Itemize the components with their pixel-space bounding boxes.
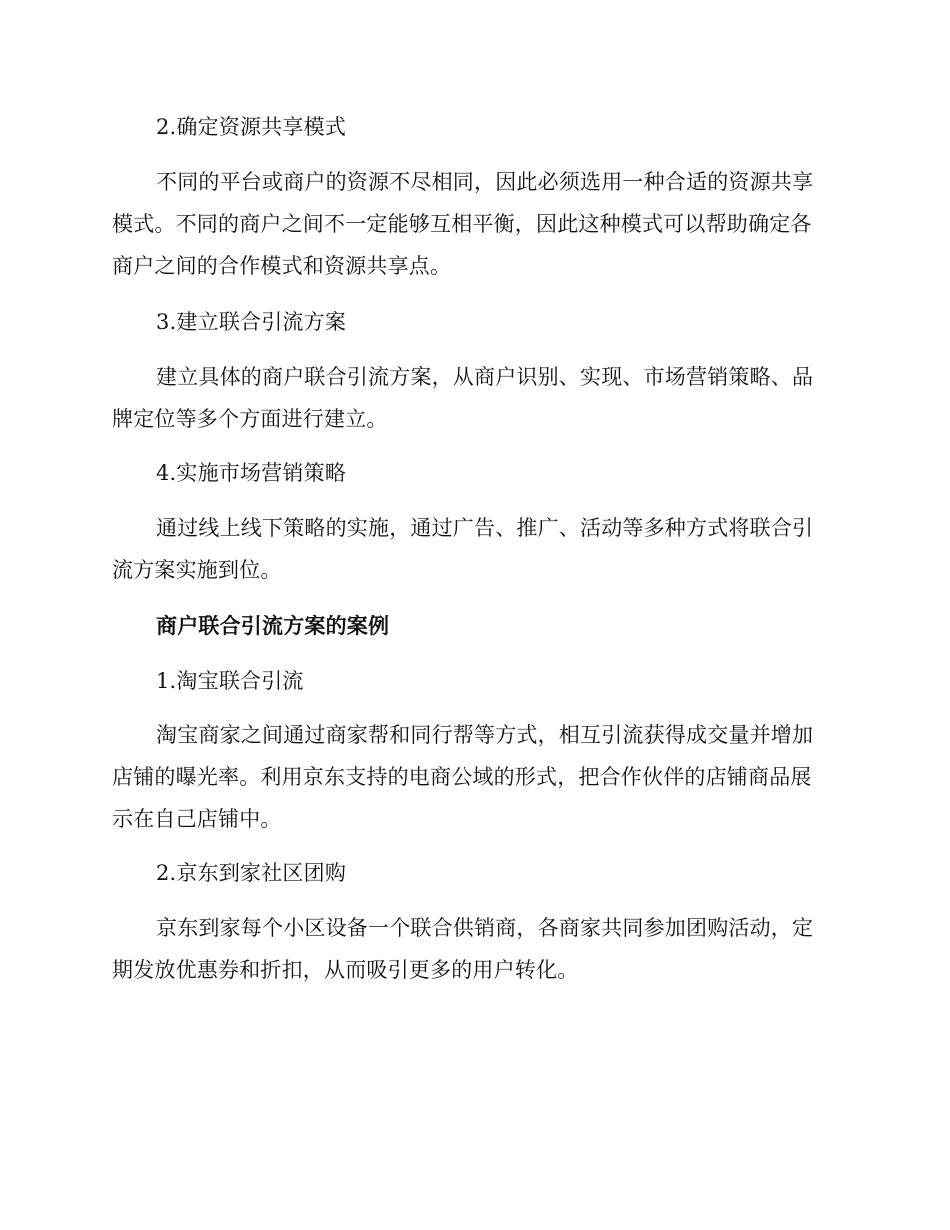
paragraph-line: 店铺的曝光率。利用京东支持的电商公域的形式，把合作伙伴的店铺商品展 [112, 765, 812, 789]
paragraph-line: 示在自己店铺中。 [112, 807, 282, 831]
paragraph-line: 淘宝商家之间通过商家帮和同行帮等方式，相互引流获得成交量并增加 [156, 723, 814, 747]
subheading-taobao: 1.淘宝联合引流 [156, 669, 304, 693]
section-heading-cases: 商户联合引流方案的案例 [156, 613, 390, 638]
paragraph-line: 通过线上线下策略的实施，通过广告、推广、活动等多种方式将联合引 [156, 516, 814, 540]
paragraph-line: 牌定位等多个方面进行建立。 [112, 407, 388, 431]
paragraph-line: 京东到家每个小区设备一个联合供销商，各商家共同参加团购活动，定 [156, 916, 814, 940]
paragraph-line: 期发放优惠券和折扣，从而吸引更多的用户转化。 [112, 958, 579, 982]
subheading-joint-traffic-plan: 3.建立联合引流方案 [156, 310, 347, 334]
subheading-jd-daojia: 2.京东到家社区团购 [156, 861, 347, 885]
subheading-marketing-strategy: 4.实施市场营销策略 [156, 461, 347, 485]
paragraph-line: 流方案实施到位。 [112, 558, 282, 582]
subheading-resource-sharing-mode: 2.确定资源共享模式 [156, 115, 347, 139]
paragraph-line: 模式。不同的商户之间不一定能够互相平衡，因此这种模式可以帮助确定各 [112, 212, 812, 236]
paragraph-line: 建立具体的商户联合引流方案，从商户识别、实现、市场营销策略、品 [156, 365, 814, 389]
paragraph-line: 商户之间的合作模式和资源共享点。 [112, 254, 452, 278]
paragraph-line: 不同的平台或商户的资源不尽相同，因此必须选用一种合适的资源共享 [156, 170, 814, 194]
